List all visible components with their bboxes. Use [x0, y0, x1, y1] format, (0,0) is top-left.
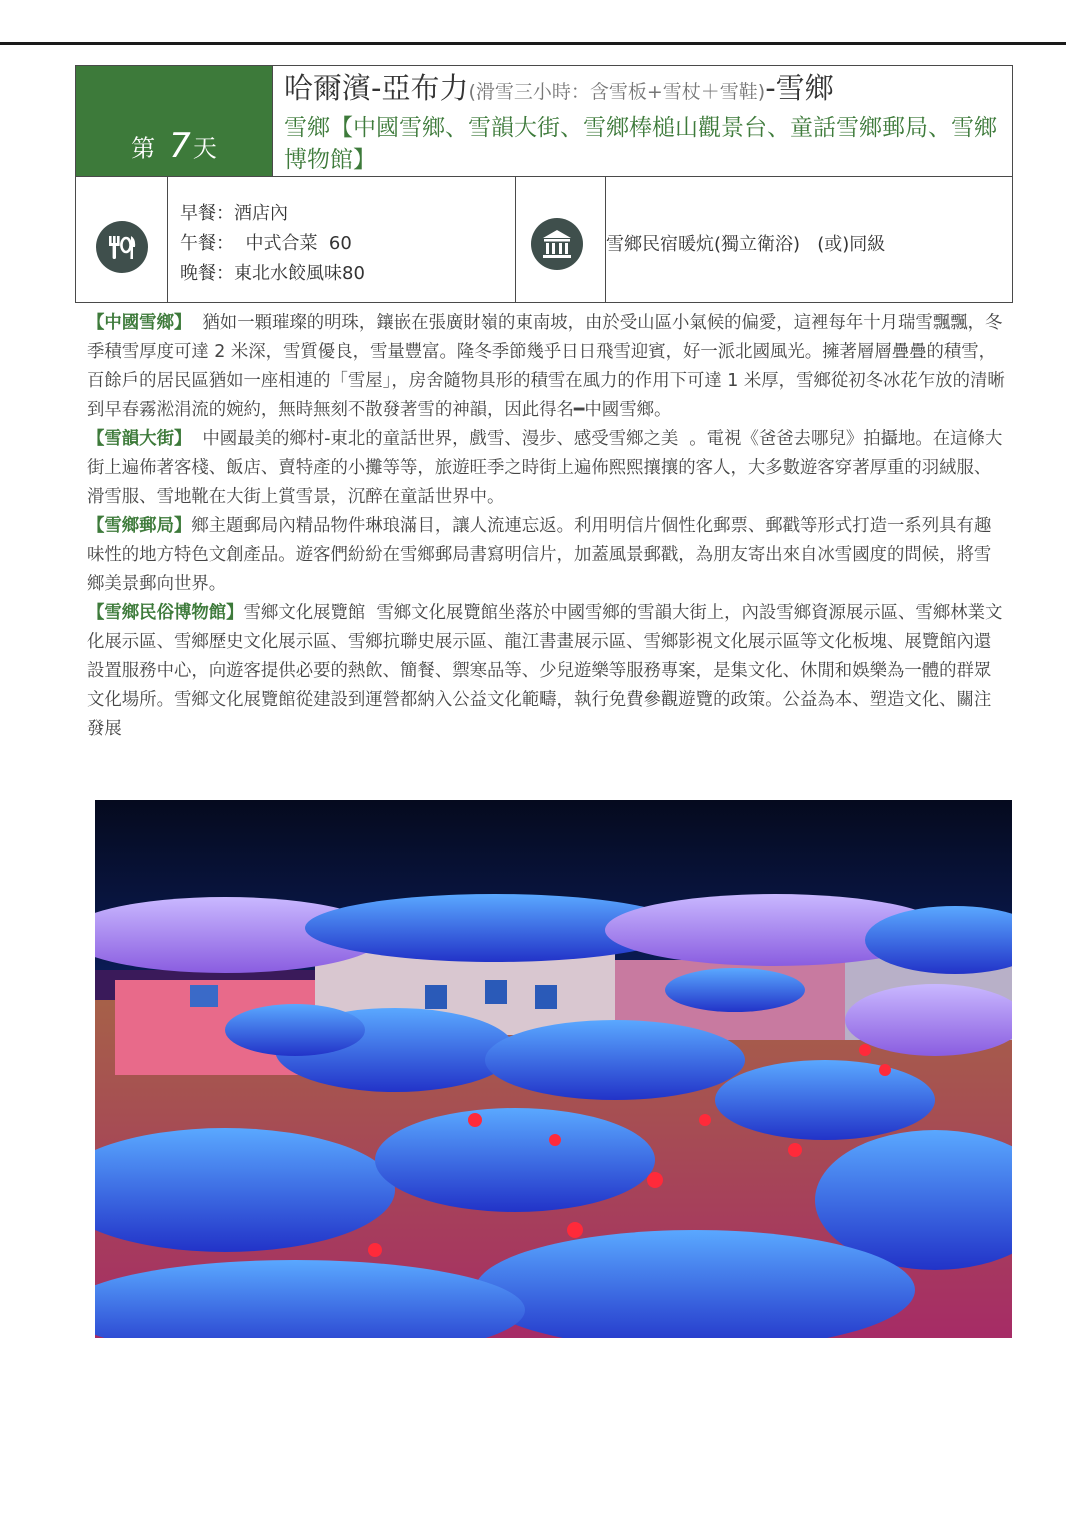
day-prefix: 第 [131, 134, 156, 163]
title-ski-note: (滑雪三小時：含雪板+雪杖＋雪鞋) [468, 81, 766, 103]
paragraph-folk-museum [87, 599, 1005, 744]
day-label-cell [76, 66, 272, 176]
meal-hotel-row [76, 176, 1012, 302]
paragraph-snow-village [87, 309, 1005, 425]
paragraph-text: 雪鄉文化展覽館 雪鄉文化展覽館坐落於中國雪鄉的雪韻大街上，內設雪鄉資源展示區、雪鄉林業文化展示區、雪鄉歷史文化展示區、雪鄉抗聯史展示區、龍江書畫展示區、雪鄉影視文化展示區等文化板塊、展覽館內還設置服務中心，向遊客提供必要的熱飲、簡餐、禦寒品等、少兒遊樂等服務專案，是集文化、休閒和娛樂為一體的群眾文化場所。雪鄉文化展覽館從建設到運營都納入公益文化範疇，執行免費參觀遊覽的政策。公益為本、塑造文化、關注發展 [87, 603, 1003, 739]
lunch-text: 午餐： 中式合菜 60 [180, 233, 352, 254]
day-label [76, 126, 272, 166]
restaurant-icon [96, 221, 148, 273]
day-number: 7 [169, 126, 191, 166]
title-route-end: -雪鄉 [765, 71, 834, 105]
paragraph-tag: 【中國雪鄉】 [87, 313, 192, 333]
snow-village-night-photo [95, 800, 1012, 1338]
dinner-text: 晚餐：東北水餃風味80 [180, 263, 365, 284]
meal-icon-cell [76, 177, 168, 302]
paragraph-tag: 【雪鄉民俗博物館】 [87, 603, 244, 623]
top-rule [0, 42, 1066, 45]
day-subtitle: 雪鄉【中國雪鄉、雪韻大街、雪鄉棒槌山觀景台、童話雪鄉郵局、雪鄉博物館】 [284, 115, 997, 173]
itinerary-day-table [75, 65, 1013, 303]
paragraph-tag: 【雪韻大街】 [87, 429, 192, 449]
day-title [284, 68, 1012, 112]
paragraph-snow-street [87, 425, 1005, 512]
paragraph-post-office [87, 512, 1005, 599]
breakfast-text: 早餐：酒店內 [180, 203, 288, 224]
hotel-icon-cell [516, 177, 606, 302]
meals-cell [168, 177, 516, 302]
title-route-start: 哈爾濱-亞布力 [284, 71, 469, 105]
paragraph-tag: 【雪鄉郵局】 [87, 516, 192, 536]
day-title-cell [272, 66, 1012, 176]
paragraph-text: 猶如一顆璀璨的明珠，鑲嵌在張廣財嶺的東南坡，由於受山區小氣候的偏愛，這裡每年十月瑞雪飄飄，冬季積雪厚度可達 2 米深，雪質優良，雪量豐富。隆冬季節幾乎日日飛雪迎賓，好一派北國風光。擁著層層疊疊的積雪，百餘戶的居民區猶如一座相連的「雪屋」，房舍隨物具形的積雪在風力的作用下可達 1 米厚，雪鄉從初冬冰花乍放的清晰到早春霧淞涓流的婉約，無時無刻不散發著雪的神韻，因此得名━中國雪鄉。 [87, 313, 1005, 420]
hotel-text: 雪鄉民宿暖炕(獨立衛浴) (或)同級 [606, 234, 886, 255]
hotel-cell [606, 177, 1012, 302]
day-suffix: 天 [192, 134, 217, 163]
hotel-building-icon [531, 218, 583, 270]
paragraph-text: 中國最美的鄉村-東北的童話世界，戲雪、漫步、感受雪鄉之美 。電視《爸爸去哪兒》拍攝地。在這條大街上遍佈著客棧、飯店、賣特產的小攤等等，旅遊旺季之時街上遍佈熙熙攘攘的客人，大多數遊客穿著厚重的羽絨服、滑雪服、雪地靴在大街上賞雪景，沉醉在童話世界中。 [87, 429, 1003, 507]
paragraph-text: 鄉主題郵局內精品物件琳琅滿目，讓人流連忘返。利用明信片個性化郵票、郵戳等形式打造一系列具有趣味性的地方特色文創產品。遊客們紛紛在雪鄉郵局書寫明信片，加蓋風景郵戳，為朋友寄出來自冰雪國度的問候，將雪鄉美景郵向世界。 [87, 516, 992, 594]
description [87, 309, 1005, 744]
